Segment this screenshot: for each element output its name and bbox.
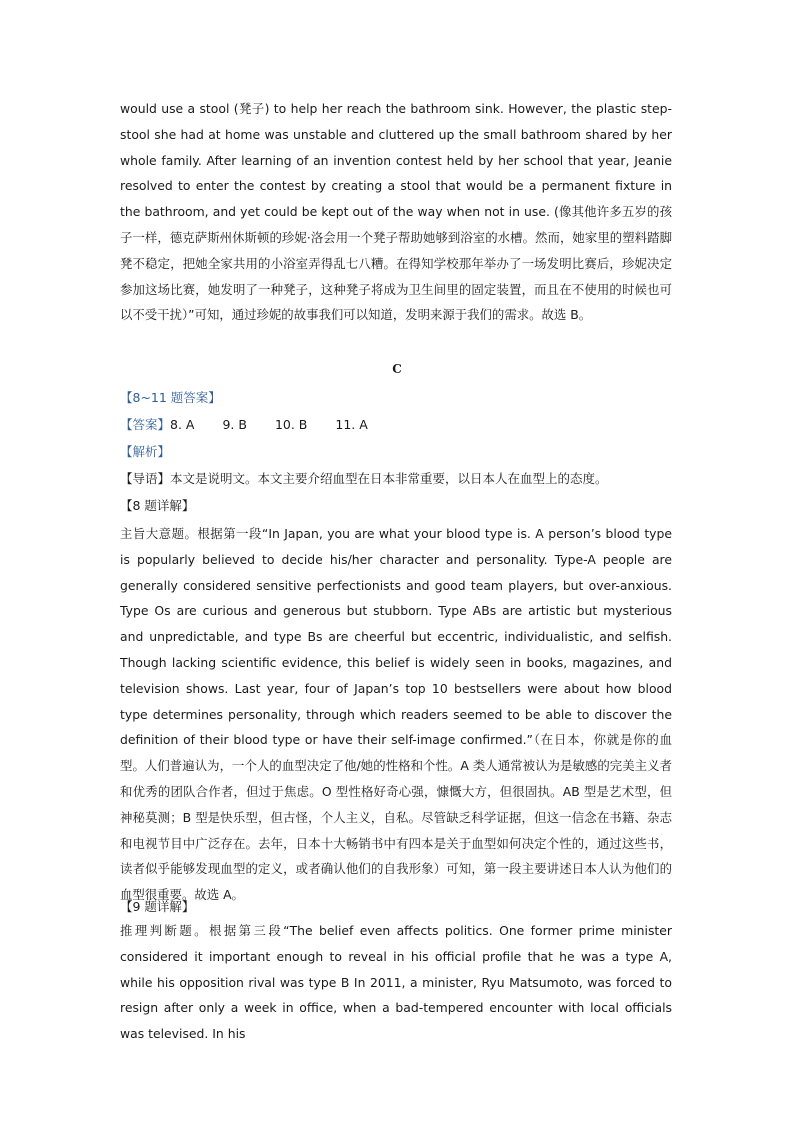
answers-label: 【答案】 — [120, 417, 171, 432]
q9-explanation: 推理判断题。根据第三段“The belief even affects politics. One former prime minister considered it important enough to reveal in his official profile that he was a type A, while his opposition rival was type B In 2011, a minister, Ryu Matsumoto, was forced to resign after only a week in office, when a bad-tempered encounter with local officials was televised. In his — [120, 923, 672, 1042]
answer-8: 8. A — [170, 417, 195, 432]
answer-10: 10. B — [274, 417, 308, 432]
answer-9: 9. B — [222, 417, 247, 432]
analysis-header: 【解析】 — [120, 444, 171, 459]
answers-header: 【8~11 题答案】 — [120, 390, 221, 405]
answer-11: 11. A — [335, 417, 368, 432]
answers-line — [120, 415, 396, 433]
q9-header: 【9 题详解】 — [120, 899, 195, 914]
paragraph-b-explanation: would use a stool (凳子) to help her reach the bathroom sink. However, the plastic step-stool she had at home was unstable and cluttered up the small bathroom shared by her whole family. After learning of an invention contest held by her school that year, Jeanie resolved to enter the contest by creating a stool that would be a permanent fixture in the bathroom, and yet could be kept out of the way when not in use. (像其他许多五岁的孩子一样，德克萨斯州休斯顿的珍妮·洛会用一个凳子帮助她够到浴室的水槽。然而，她家里的塑料踏脚凳不稳定，把她全家共用的小浴室弄得乱七八糟。在得知学校那年举办了一场发明比赛后，珍妮决定参加这场比赛，她发明了一种凳子，这种凳子将成为卫生间里的固定装置，而且在不使用的时候也可以不受干扰）”可知，通过珍妮的故事我们可以知道，发明来源于我们的需求。故选 B。 — [120, 101, 672, 323]
guide-line: 【导语】本文是说明文。本文主要介绍血型在日本非常重要，以日本人在血型上的态度。 — [120, 471, 608, 486]
q8-header: 【8 题详解】 — [120, 498, 195, 513]
q8-explanation: 主旨大意题。根据第一段“In Japan, you are what your blood type is. A person’s blood type is popularly believed to decide his/her character and personality. Type-A people are generally considered sensitive perfectionists and good team players, but over-anxious. Type Os are curious and generous but stubborn. Type ABs are artistic but mysterious and unpredictable, and type Bs are cheerful but eccentric, individualistic, and selfish. Though lacking scientific evidence, this belief is widely seen in books, magazines, and television shows. Last year, four of Japan’s top 10 bestsellers were about how blood type determines personality, through which readers seemed to be able to discover the definition of their blood type or have their self-image confirmed.”（在日本，你就是你的血型。人们普遍认为，一个人的血型决定了他/她的性格和个性。A 类人通常被认为是敏感的完美主义者和优秀的团队合作者，但过于焦虑。O 型性格好奇心强，慷慨大方，但很固执。AB 型是艺术型，但神秘莫测；B 型是快乐型，但古怪，个人主义，自私。尽管缺乏科学证据，但这一信念在书籍、杂志和电视节目中广泛存在。去年，日本十大畅销书中有四本是关于血型如何决定个性的，通过这些书，读者似乎能够发现血型的定义，或者确认他们的自我形象）可知，第一段主要讲述日本人认为他们的血型很重要。故选 A。 — [120, 526, 672, 903]
section-heading: C — [392, 362, 402, 376]
